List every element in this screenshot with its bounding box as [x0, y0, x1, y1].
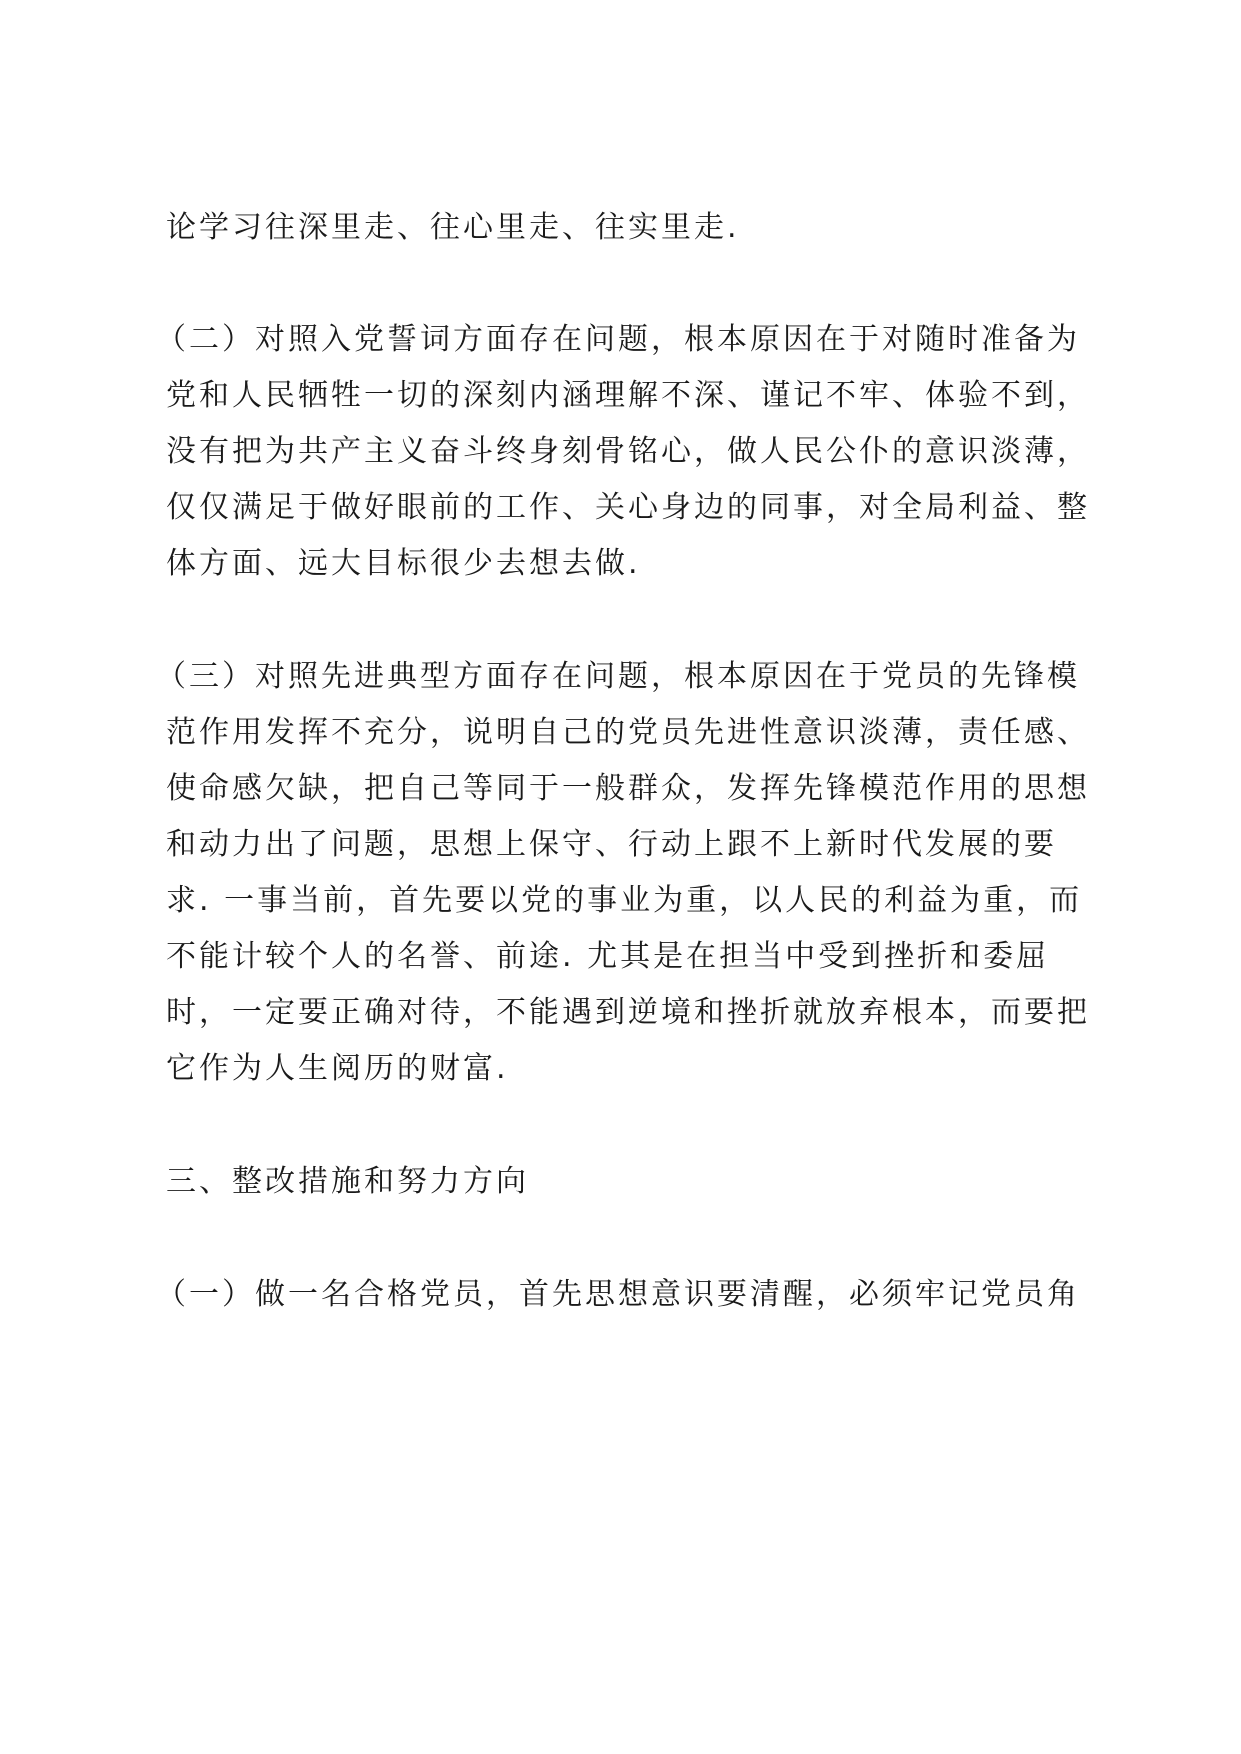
paragraph-3-line: 求. 一事当前，首先要以党的事业为重，以人民的利益为重，而 — [166, 883, 1083, 918]
text-line: 论学习往深里走、往心里走、往实里走. — [166, 210, 740, 245]
paragraph-3-line: （三）对照先进典型方面存在问题，根本原因在于党员的先锋模 — [156, 659, 1080, 694]
paragraph-2-line: 体方面、远大目标很少去想去做. — [166, 546, 641, 581]
paragraph-2-line: 仅仅满足于做好眼前的工作、关心身边的同事，对全局利益、整 — [166, 490, 1090, 525]
section-heading: 三、整改措施和努力方向 — [166, 1164, 529, 1199]
paragraph-2-line: 党和人民牺牲一切的深刻内涵理解不深、谨记不牢、体验不到， — [166, 378, 1090, 413]
paragraph-2-line: （二）对照入党誓词方面存在问题，根本原因在于对随时准备为 — [156, 322, 1080, 357]
paragraph-3-line: 使命感欠缺，把自己等同于一般群众，发挥先锋模范作用的思想 — [166, 771, 1090, 806]
paragraph-3-line: 不能计较个人的名誉、前途. 尤其是在担当中受到挫折和委屈 — [166, 939, 1050, 974]
paragraph-4-line: （一）做一名合格党员，首先思想意识要清醒，必须牢记党员角 — [156, 1277, 1080, 1312]
paragraph-3-line: 时，一定要正确对待，不能遇到逆境和挫折就放弃根本，而要把 — [166, 995, 1090, 1030]
paragraph-2-line: 没有把为共产主义奋斗终身刻骨铭心，做人民公仆的意识淡薄， — [166, 434, 1090, 469]
paragraph-3-line: 和动力出了问题，思想上保守、行动上跟不上新时代发展的要 — [166, 827, 1057, 862]
paragraph-3-line: 范作用发挥不充分，说明自己的党员先进性意识淡薄，责任感、 — [166, 715, 1090, 750]
paragraph-3-line: 它作为人生阅历的财富. — [166, 1051, 509, 1086]
